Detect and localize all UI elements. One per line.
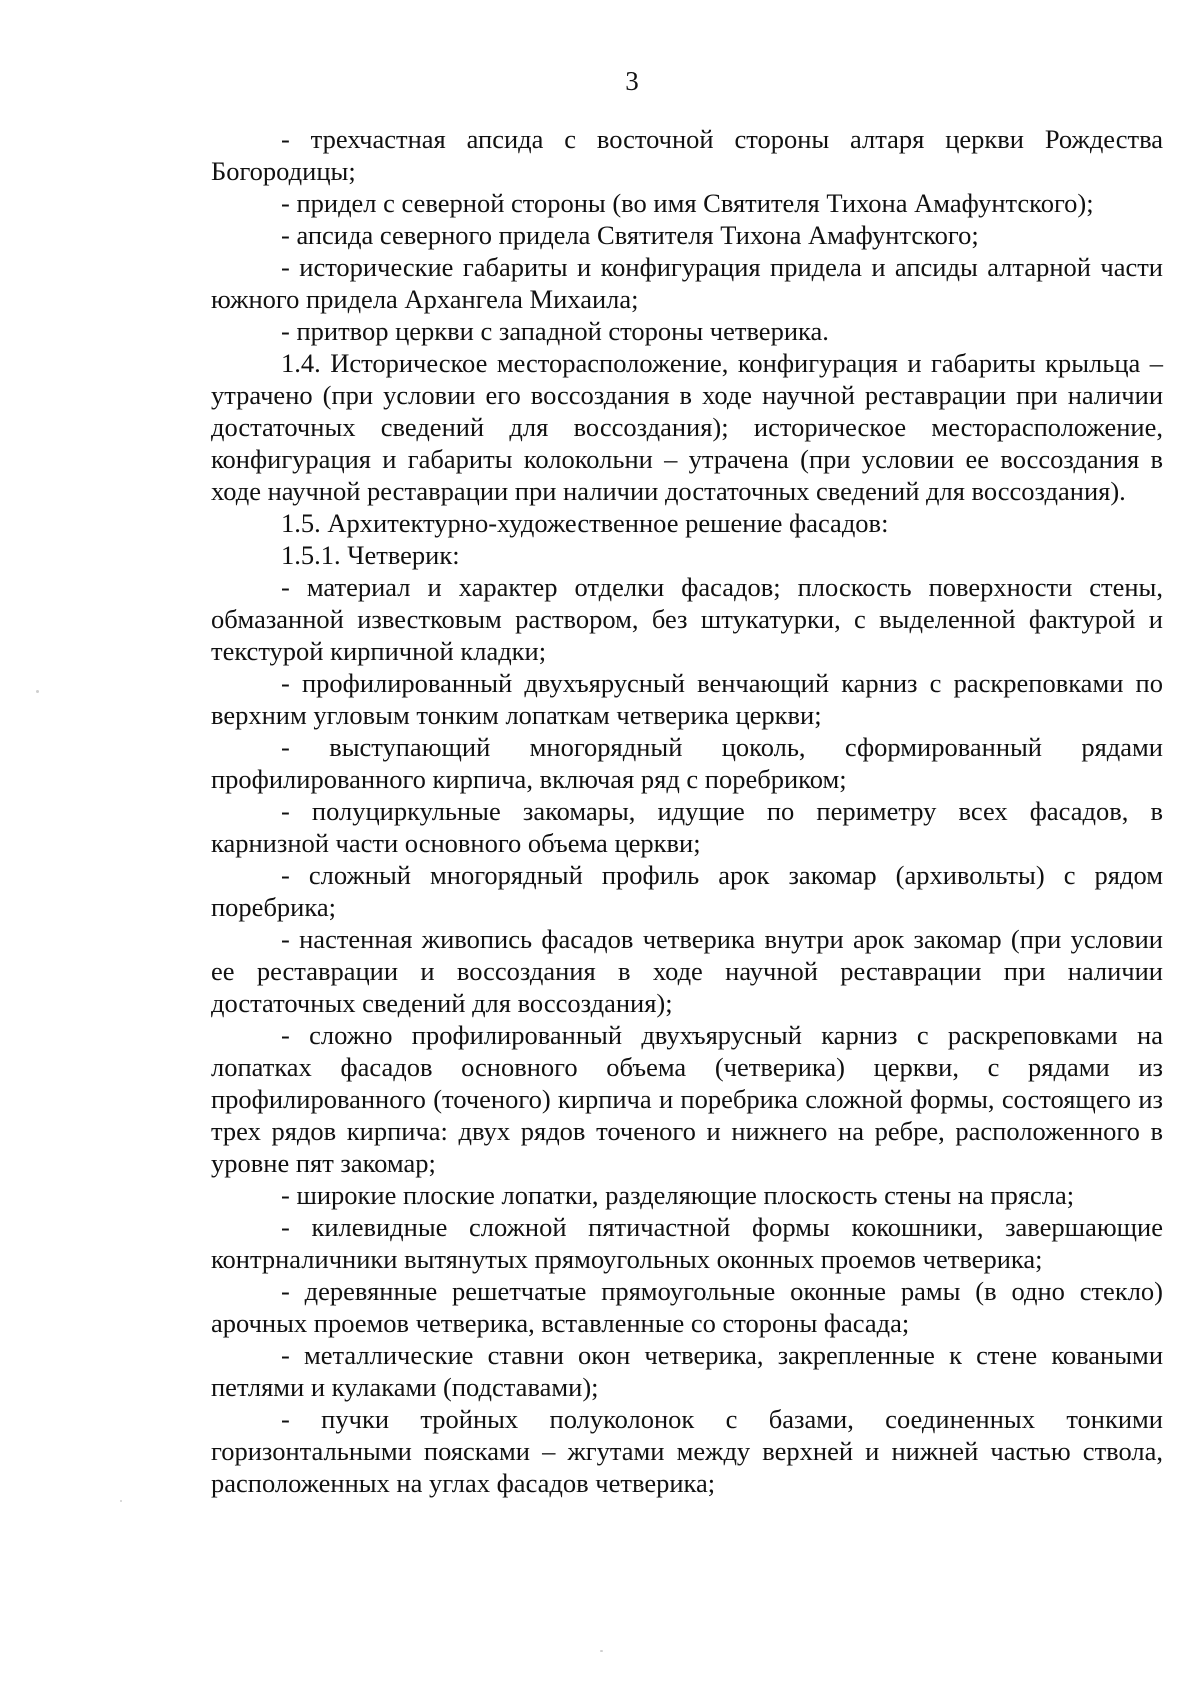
paragraph-apse-north-chapel: - апсида северного придела Святителя Тихона Амафунтского;: [281, 220, 979, 250]
paragraph-south-chapel: - исторические габариты и конфигурация придела и апсиды алтарной части южного придела Архангела Михаила;: [211, 252, 1163, 314]
page-number: 3: [625, 66, 639, 96]
scan-speck: [600, 1650, 603, 1652]
paragraph-chapel-north: - придел с северной стороны (во имя Святителя Тихона Амафунтского);: [281, 188, 1094, 218]
paragraph-pilasters: - широкие плоские лопатки, разделяющие плоскость стены на прясла;: [281, 1180, 1075, 1210]
paragraph-facade-material: - материал и характер отделки фасадов; плоскость поверхности стены, обмазанной известковым раствором, без штукатурки, с выделенной фактурой и текстурой кирпичной кладки;: [211, 572, 1163, 666]
paragraph-two-tier-cornice: - сложно профилированный двухъярусный карниз с раскреповками на лопатках фасадов основного объема (четверика) церкви, с рядами из профилированного (точеного) кирпича и поребрика сложной формы, состоящего из трех рядов кирпича: двух рядов точеного и нижнего на ребре, расположенного в уровне пят закомар;: [211, 1020, 1163, 1178]
paragraph-section-1-5: 1.5. Архитектурно-художественное решение фасадов:: [281, 508, 889, 538]
paragraph-window-frames: - деревянные решетчатые прямоугольные оконные рамы (в одно стекло) арочных проемов четверика, вставленные со стороны фасада;: [211, 1276, 1163, 1338]
scan-speck: [120, 1500, 122, 1502]
scan-speck: [36, 690, 39, 693]
paragraph-shutters: - металлические ставни окон четверика, закрепленные к стене коваными петлями и кулаками (подставами);: [211, 1340, 1163, 1402]
document-body: [211, 123, 1163, 1499]
paragraph-archivolts: - сложный многорядный профиль арок закомар (архивольты) с рядом поребрика;: [211, 860, 1163, 922]
paragraph-wall-painting: - настенная живопись фасадов четверика внутри арок закомар (при условии ее реставрации и воссоздания в ходе научной реставрации при наличии достаточных сведений для воссоздания);: [211, 924, 1163, 1018]
paragraph-crowning-cornice: - профилированный двухъярусный венчающий карниз с раскреповками по верхним угловым тонким лопаткам четверика церкви;: [211, 668, 1163, 730]
paragraph-section-1-5-1: 1.5.1. Четверик:: [281, 540, 460, 570]
paragraph-half-columns: - пучки тройных полуколонок с базами, соединенных тонкими горизонтальными поясками – жгутами между верхней и нижней частью ствола, расположенных на углах фасадов четверика;: [211, 1404, 1163, 1498]
paragraph-plinth: - выступающий многорядный цоколь, сформированный рядами профилированного кирпича, включая ряд с поребриком;: [211, 732, 1163, 794]
paragraph-narthex: - притвор церкви с западной стороны четверика.: [281, 316, 829, 346]
paragraph-apse-east: - трехчастная апсида с восточной стороны алтаря церкви Рождества Богородицы;: [211, 124, 1163, 186]
paragraph-zakomaras: - полуциркульные закомары, идущие по периметру всех фасадов, в карнизной части основного объема церкви;: [211, 796, 1163, 858]
paragraph-kokoshniks: - килевидные сложной пятичастной формы кокошники, завершающие контрналичники вытянутых прямоугольных оконных проемов четверика;: [211, 1212, 1163, 1274]
paragraph-section-1-4: 1.4. Историческое месторасположение, конфигурация и габариты крыльца – утрачено (при условии его воссоздания в ходе научной реставрации при наличии достаточных сведений для воссоздания); историческое месторасположение, конфигурация и габариты колокольни – утрачена (при условии ее воссоздания в ходе научной реставрации при наличии достаточных сведений для воссоздания).: [211, 348, 1163, 506]
